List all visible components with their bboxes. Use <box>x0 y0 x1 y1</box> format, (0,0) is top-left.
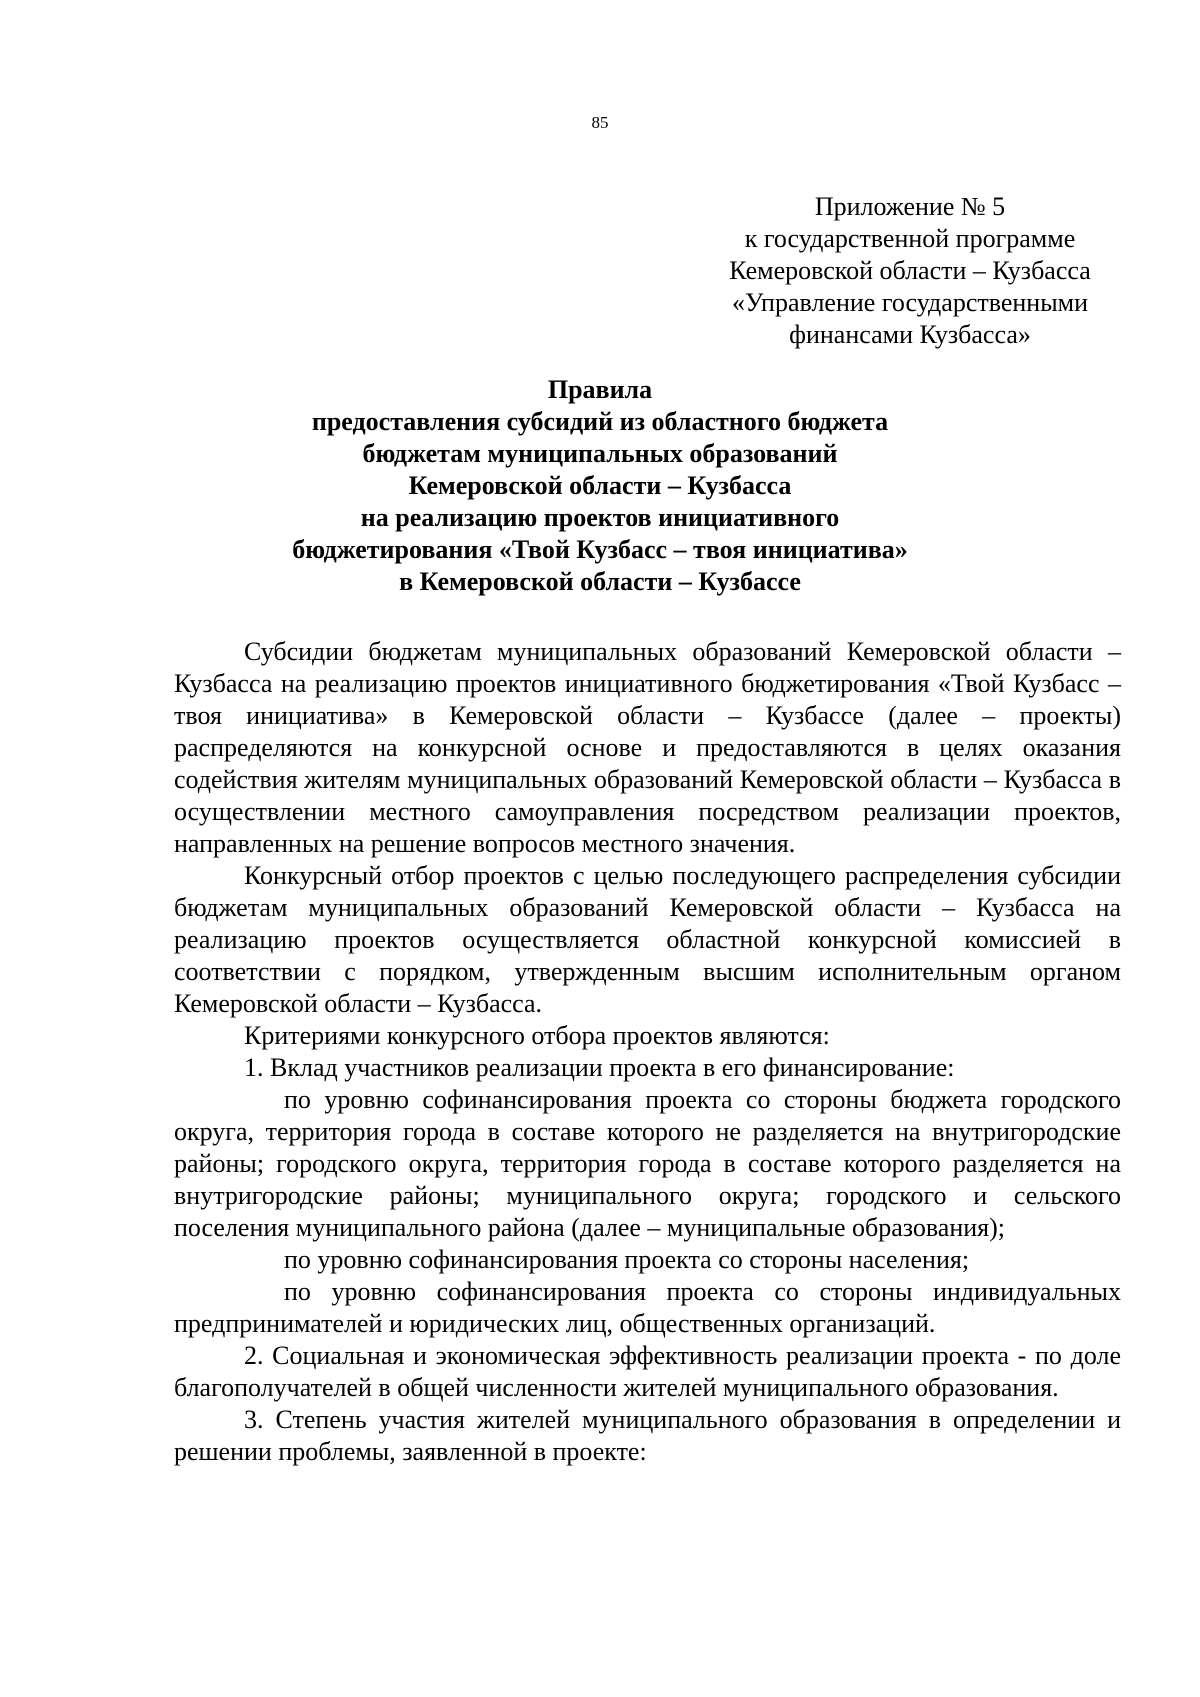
title-line: предоставления субсидий из областного бюджета <box>311 407 889 436</box>
body-paragraph: Конкурсный отбор проектов с целью последующего распределения субсидии бюджетам муниципальных образований Кемеровской области – Кузбасса на реализацию проектов осуществляется областной конкурсной комиссией в соответствии с порядком, утвержденным высшим исполнительным органом Кемеровской области – Кузбасса. <box>174 861 1121 1018</box>
appendix-line: Кемеровской области – Кузбасса <box>729 256 1091 285</box>
body-paragraph: 2. Социальная и экономическая эффективность реализации проекта - по доле благополучателей в общей численности жителей муниципального образования. <box>174 1341 1121 1402</box>
body-paragraph: 3. Степень участия жителей муниципального образования в определении и решении проблемы, заявленной в проекте: <box>174 1405 1121 1466</box>
body-paragraph: по уровню софинансирования проекта со стороны населения; <box>284 1245 970 1274</box>
body-paragraph: Критериями конкурсного отбора проектов являются: <box>244 1021 830 1050</box>
title-line: бюджетирования «Твой Кузбасс – твоя инициатива» <box>292 535 908 564</box>
page-number: 85 <box>591 113 609 132</box>
body-paragraph: по уровню софинансирования проекта со стороны бюджета городского округа, территория города в составе которого не разделяется на внутригородские районы; городского округа, территория города в составе которого разделяется на внутригородские районы; муниципального округа; городского и сельского поселения муниципального района (далее – муниципальные образования); <box>174 1085 1121 1242</box>
appendix-header <box>700 191 1120 351</box>
appendix-line: к государственной программе <box>744 224 1076 253</box>
body-paragraph: 1. Вклад участников реализации проекта в его финансирование: <box>244 1053 955 1082</box>
appendix-line: финансами Кузбасса» <box>789 320 1031 349</box>
title-line: бюджетам муниципальных образований <box>362 439 838 468</box>
body-paragraph: по уровню софинансирования проекта со стороны индивидуальных предпринимателей и юридических лиц, общественных организаций. <box>174 1277 1121 1338</box>
title-line: Правила <box>547 375 653 404</box>
title-line: на реализацию проектов инициативного <box>360 503 840 532</box>
title-line: в Кемеровской области – Кузбассе <box>399 567 801 596</box>
body-paragraph: Субсидии бюджетам муниципальных образований Кемеровской области – Кузбасса на реализацию проектов инициативного бюджетирования «Твой Кузбасс – твоя инициатива» в Кемеровской области – Кузбассе (далее – проекты) распределяются на конкурсной основе и предоставляются в целях оказания содействия жителям муниципальных образований Кемеровской области – Кузбасса в осуществлении местного самоуправления посредством реализации проектов, направленных на решение вопросов местного значения. <box>174 637 1121 858</box>
title-line: Кемеровской области – Кузбасса <box>408 471 792 500</box>
appendix-line: «Управление государственными <box>731 288 1089 317</box>
appendix-line: Приложение № 5 <box>814 192 1006 221</box>
document-body <box>174 636 1121 1468</box>
document-title <box>0 374 1200 598</box>
